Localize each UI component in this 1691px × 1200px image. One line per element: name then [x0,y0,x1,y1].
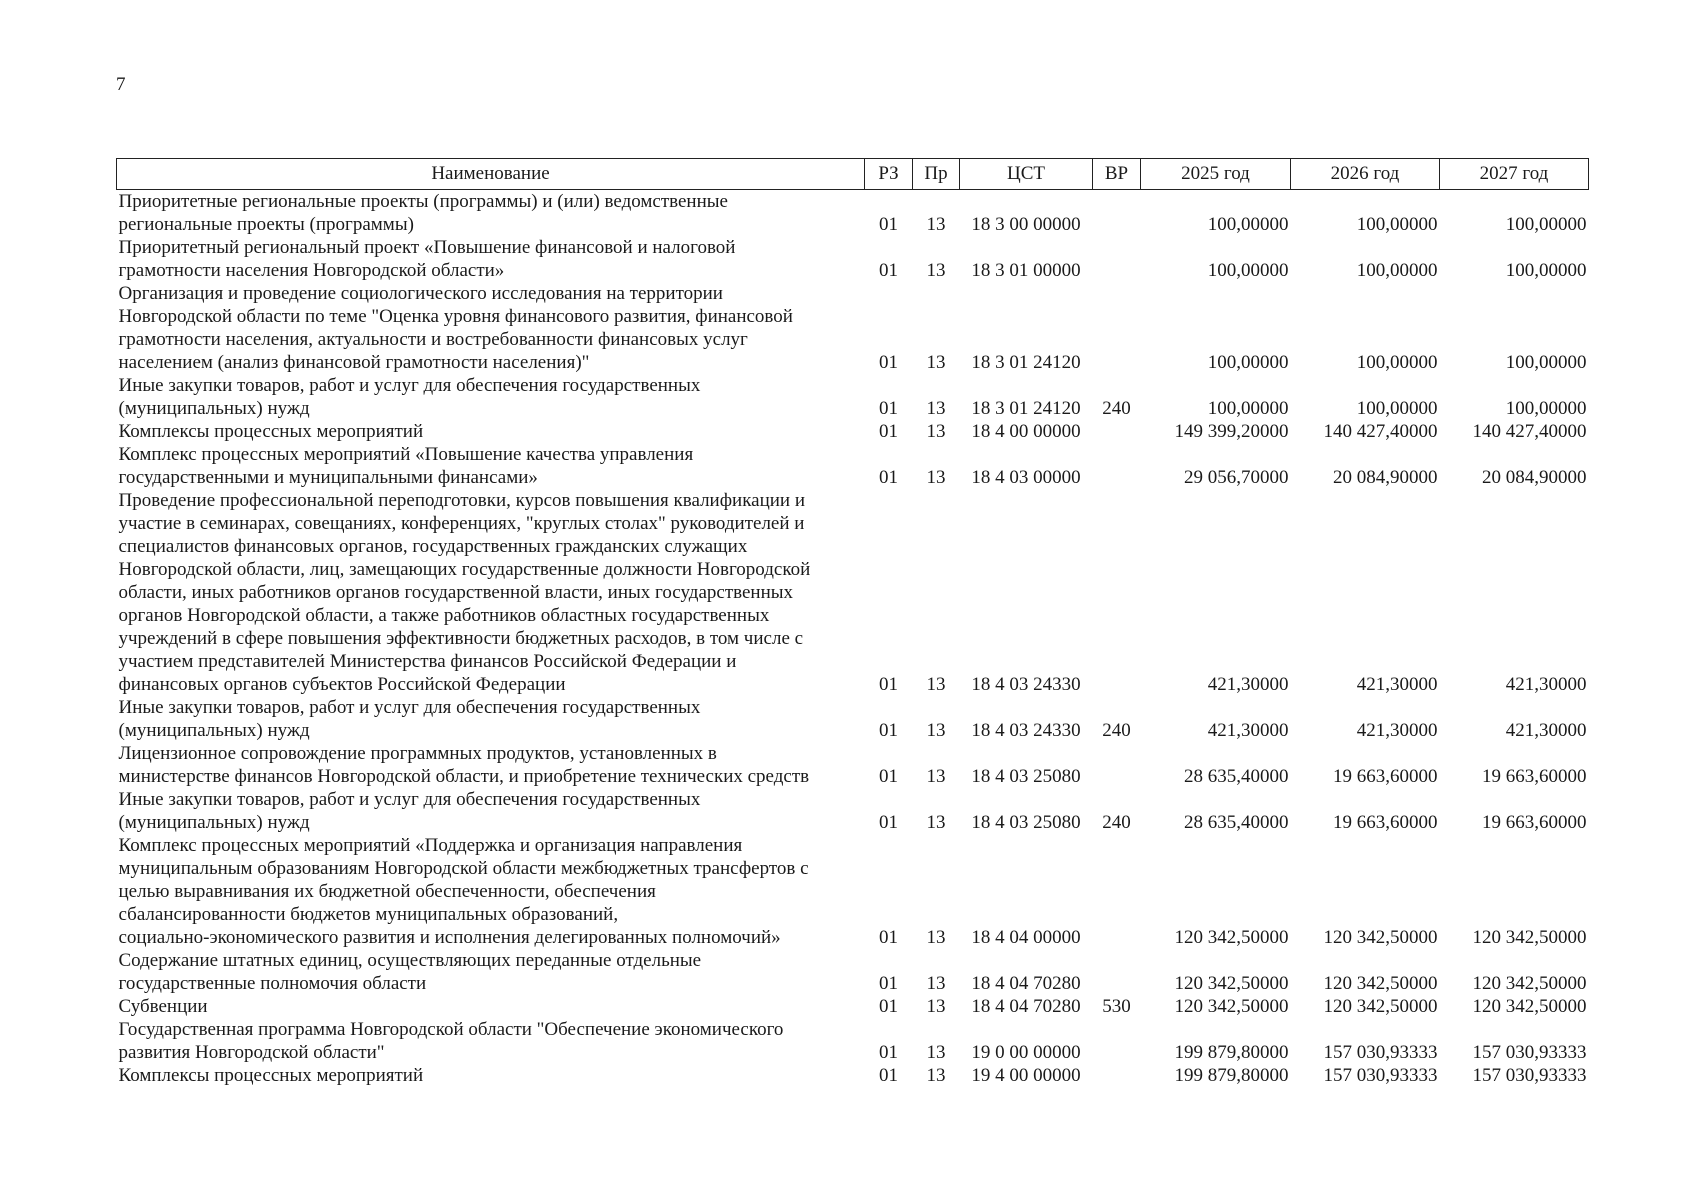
row-name: Лицензионное сопровождение программных продуктов, установленных в министерстве финансов Новгородской области, и приобретение технических средств [118,743,810,787]
table-header-row [117,159,1589,190]
row-rz: 01 [879,421,898,442]
row-rz: 01 [879,1065,898,1086]
table-row [117,443,1589,489]
table-row [117,420,1589,443]
row-cst: 18 4 04 70280 [971,973,1081,994]
table-row [117,788,1589,834]
row-vr [1093,1064,1141,1087]
row-amount-2027: 421,30000 [1505,674,1587,695]
row-cst: 18 4 04 00000 [971,927,1081,948]
row-rz: 01 [879,720,898,741]
row-name: Комплекс процессных мероприятий «Повышение качества управления государственными и муниципальными финансами» [118,444,694,488]
row-cst: 18 4 03 00000 [971,467,1081,488]
row-vr [1093,742,1141,788]
table-row [117,949,1589,995]
header-name: Наименование [117,159,865,190]
row-pr: 13 [926,260,946,281]
row-amount-2025: 199 879,80000 [1174,1042,1289,1063]
row-amount-2025: 29 056,70000 [1184,467,1289,488]
row-amount-2025: 421,30000 [1207,720,1289,741]
table-row [117,995,1589,1018]
row-amount-2025: 199 879,80000 [1174,1065,1289,1086]
row-amount-2026: 19 663,60000 [1333,766,1438,787]
row-rz: 01 [879,766,898,787]
row-name: Иные закупки товаров, работ и услуг для обеспечения государственных (муниципальных) нужд [118,789,701,833]
header-2026: 2026 год [1291,159,1440,190]
row-name: Комплексы процессных мероприятий [118,1065,424,1086]
row-cst: 18 4 04 70280 [971,996,1081,1017]
row-rz: 01 [879,467,898,488]
row-pr: 13 [926,398,946,419]
table-row [117,696,1589,742]
table-row [117,834,1589,949]
row-rz: 01 [879,812,898,833]
header-pr: Пр [913,159,960,190]
row-name: Содержание штатных единиц, осуществляющих переданные отдельные государственные полномочия области [118,950,702,994]
row-pr: 13 [926,421,946,442]
row-pr: 13 [926,973,946,994]
row-name: Субвенции [118,996,208,1017]
row-cst: 18 4 03 25080 [971,766,1081,787]
row-rz: 01 [879,214,898,235]
row-amount-2027: 100,00000 [1505,352,1587,373]
row-amount-2025: 421,30000 [1207,674,1289,695]
row-amount-2027: 140 427,40000 [1472,421,1587,442]
row-pr: 13 [926,927,946,948]
row-vr [1093,489,1141,696]
row-amount-2027: 100,00000 [1505,260,1587,281]
row-vr: 530 [1102,996,1131,1017]
table-row [117,236,1589,282]
row-amount-2025: 120 342,50000 [1174,973,1289,994]
row-amount-2026: 157 030,93333 [1323,1042,1438,1063]
row-amount-2025: 28 635,40000 [1184,812,1289,833]
row-amount-2027: 120 342,50000 [1472,996,1587,1017]
row-vr: 240 [1102,398,1131,419]
row-amount-2026: 100,00000 [1356,398,1438,419]
header-2025: 2025 год [1141,159,1291,190]
row-cst: 18 3 01 24120 [971,352,1081,373]
row-amount-2026: 120 342,50000 [1323,996,1438,1017]
row-name: Приоритетные региональные проекты (программы) и (или) ведомственные региональные проекты (программы) [118,191,728,235]
row-amount-2027: 157 030,93333 [1472,1042,1587,1063]
row-rz: 01 [879,973,898,994]
row-amount-2026: 100,00000 [1356,352,1438,373]
row-name: Организация и проведение социологического исследования на территории Новгородской области по теме "Оценка уровня финансового развития, финансовой грамотности населения, актуальности и востребованности финансовых услуг населением (анализ финансовой грамотности населения)" [118,283,793,373]
row-amount-2027: 19 663,60000 [1482,812,1587,833]
row-vr [1093,949,1141,995]
row-rz: 01 [879,352,898,373]
header-cst: ЦСТ [960,159,1093,190]
row-name: Приоритетный региональный проект «Повышение финансовой и налоговой грамотности населения Новгородской области» [118,237,736,281]
table-row [117,190,1589,237]
row-pr: 13 [926,352,946,373]
row-vr: 240 [1102,812,1131,833]
row-amount-2026: 157 030,93333 [1323,1065,1438,1086]
header-2027: 2027 год [1440,159,1589,190]
row-amount-2025: 149 399,20000 [1174,421,1289,442]
row-name: Иные закупки товаров, работ и услуг для обеспечения государственных (муниципальных) нужд [118,697,701,741]
row-cst: 18 3 01 24120 [971,398,1081,419]
budget-table [116,158,1589,1087]
row-cst: 18 4 03 24330 [971,720,1081,741]
row-pr: 13 [926,1065,946,1086]
row-cst: 18 3 00 00000 [971,214,1081,235]
table-row [117,1018,1589,1064]
row-pr: 13 [926,214,946,235]
row-amount-2025: 120 342,50000 [1174,927,1289,948]
row-vr [1093,236,1141,282]
row-amount-2027: 120 342,50000 [1472,927,1587,948]
row-cst: 18 3 01 00000 [971,260,1081,281]
row-vr: 240 [1102,720,1131,741]
row-amount-2026: 100,00000 [1356,214,1438,235]
page-number: 7 [116,74,126,95]
row-amount-2025: 100,00000 [1207,260,1289,281]
row-name: Комплекс процессных мероприятий «Поддержка и организация направления муниципальным образованиям Новгородской области межбюджетных трансфертов с целью выравнивания их бюджетной обеспеченности, обеспечения сбалансированности бюджетов муниципальных образований, социально-экономического развития и исполнения делегированных полномочий» [118,835,809,948]
row-amount-2026: 120 342,50000 [1323,927,1438,948]
row-amount-2027: 100,00000 [1505,214,1587,235]
row-amount-2026: 100,00000 [1356,260,1438,281]
row-pr: 13 [926,674,946,695]
row-rz: 01 [879,398,898,419]
table-row [117,742,1589,788]
row-pr: 13 [926,1042,946,1063]
row-cst: 18 4 03 24330 [971,674,1081,695]
row-amount-2027: 20 084,90000 [1482,467,1587,488]
row-amount-2025: 100,00000 [1207,398,1289,419]
row-vr [1093,282,1141,374]
row-name: Иные закупки товаров, работ и услуг для обеспечения государственных (муниципальных) нужд [118,375,701,419]
row-name: Государственная программа Новгородской области "Обеспечение экономического развития Новгородской области" [118,1019,784,1063]
row-amount-2025: 120 342,50000 [1174,996,1289,1017]
header-rz: РЗ [865,159,913,190]
row-amount-2025: 100,00000 [1207,214,1289,235]
row-cst: 18 4 03 25080 [971,812,1081,833]
row-amount-2026: 120 342,50000 [1323,973,1438,994]
table-row [117,1064,1589,1087]
row-rz: 01 [879,260,898,281]
row-rz: 01 [879,674,898,695]
row-cst: 18 4 00 00000 [971,421,1081,442]
row-amount-2027: 157 030,93333 [1472,1065,1587,1086]
row-vr [1093,834,1141,949]
row-amount-2025: 28 635,40000 [1184,766,1289,787]
row-amount-2026: 421,30000 [1356,674,1438,695]
row-name: Проведение профессиональной переподготовки, курсов повышения квалификации и участие в семинарах, совещаниях, конференциях, "круглых столах" руководителей и специалистов финансовых органов, государственных гражданских служащих Новгородской области, лиц, замещающих государственные должности Новгородской области, иных работников органов государственной власти, иных государственных органов Новгородской области, а также работников областных государственных учреждений в сфере повышения эффективности бюджетных расходов, в том числе с участием представителей Министерства финансов Российской Федерации и финансовых органов субъектов Российской Федерации [118,490,811,695]
row-amount-2026: 421,30000 [1356,720,1438,741]
table-row [117,489,1589,696]
row-cst: 19 4 00 00000 [971,1065,1081,1086]
row-vr [1093,190,1141,237]
row-rz: 01 [879,927,898,948]
row-amount-2027: 100,00000 [1505,398,1587,419]
header-vr: ВР [1093,159,1141,190]
row-amount-2026: 20 084,90000 [1333,467,1438,488]
table-row [117,282,1589,374]
row-vr [1093,443,1141,489]
row-amount-2027: 19 663,60000 [1482,766,1587,787]
row-pr: 13 [926,467,946,488]
row-pr: 13 [926,812,946,833]
row-pr: 13 [926,996,946,1017]
row-amount-2025: 100,00000 [1207,352,1289,373]
row-pr: 13 [926,720,946,741]
row-rz: 01 [879,1042,898,1063]
row-name: Комплексы процессных мероприятий [118,421,424,442]
row-amount-2026: 140 427,40000 [1323,421,1438,442]
row-vr [1093,420,1141,443]
row-vr [1093,1018,1141,1064]
row-pr: 13 [926,766,946,787]
row-cst: 19 0 00 00000 [971,1042,1081,1063]
table-row [117,374,1589,420]
row-amount-2026: 19 663,60000 [1333,812,1438,833]
row-amount-2027: 421,30000 [1505,720,1587,741]
row-amount-2027: 120 342,50000 [1472,973,1587,994]
row-rz: 01 [879,996,898,1017]
